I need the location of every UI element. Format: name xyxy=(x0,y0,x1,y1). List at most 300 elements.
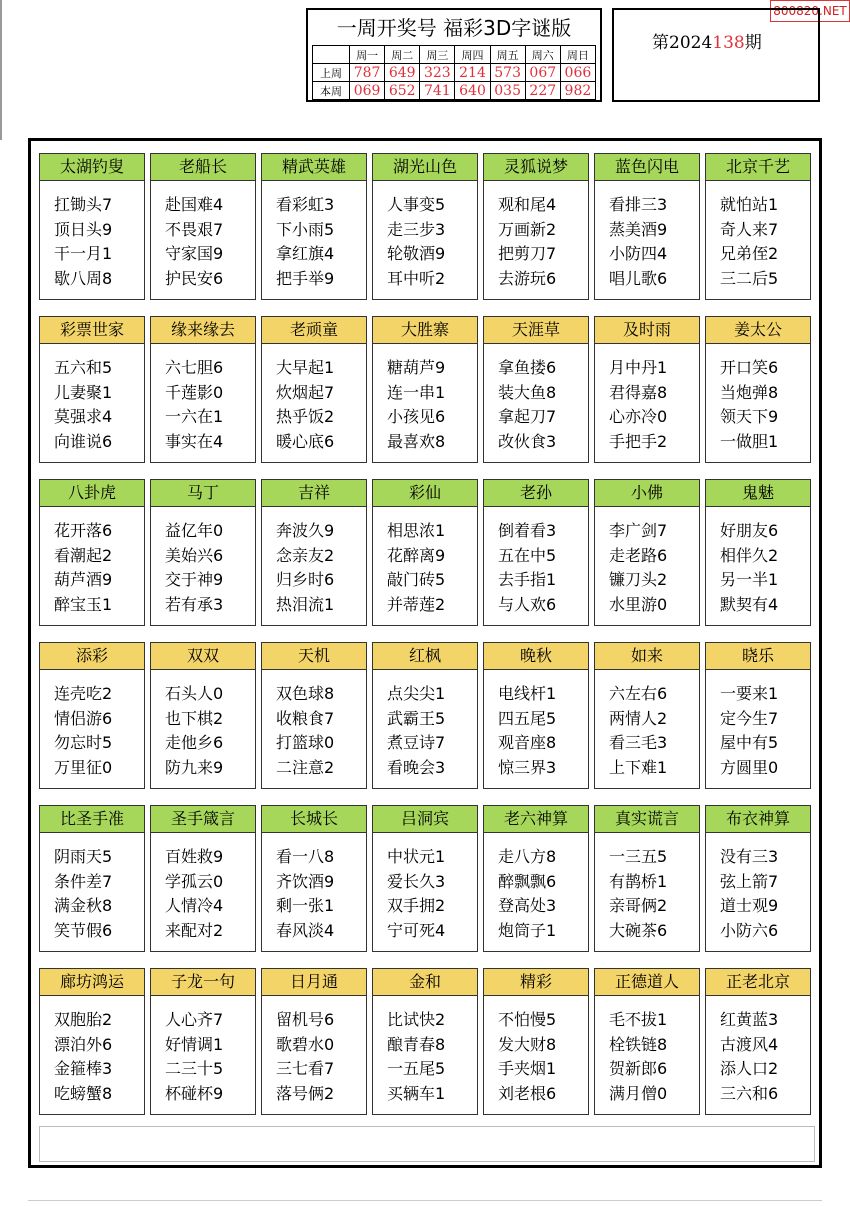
riddle-line: 好朋友6 xyxy=(720,521,779,540)
riddle-lines xyxy=(706,996,810,1106)
riddle-line: 防九来9 xyxy=(165,757,224,777)
riddle-line: 春风淡4 xyxy=(276,920,335,940)
riddle-line: 炮筒子1 xyxy=(498,920,557,940)
riddle-line: 杯碰杯9 xyxy=(165,1083,224,1103)
riddle-line: 看潮起2 xyxy=(54,545,113,565)
site-badge[interactable]: 800820.NET xyxy=(770,0,850,22)
riddle-card-title: 老六神算 xyxy=(484,806,588,833)
riddle-line: 定今生7 xyxy=(720,708,779,728)
riddle-line: 人心齐7 xyxy=(165,1010,224,1029)
riddle-line: 走八方8 xyxy=(498,847,557,866)
riddle-line: 双胞胎2 xyxy=(54,1010,113,1029)
riddle-card xyxy=(39,153,145,300)
riddle-line: 歇八周8 xyxy=(54,268,113,288)
riddle-line: 条件差7 xyxy=(54,871,113,891)
riddle-card xyxy=(372,968,478,1115)
weekday-cell: 周二 xyxy=(385,46,420,64)
riddle-line: 拿红旗4 xyxy=(276,244,335,263)
riddle-line: 念亲友2 xyxy=(276,545,335,565)
riddle-lines xyxy=(484,344,588,454)
riddle-lines xyxy=(373,833,477,943)
riddle-line: 一要来1 xyxy=(720,684,779,703)
riddle-line: 当炮弹8 xyxy=(720,382,779,402)
riddle-line: 李广剑7 xyxy=(609,521,668,540)
riddle-card-title: 红枫 xyxy=(373,643,477,670)
riddle-lines xyxy=(40,181,144,291)
riddle-line: 不怕慢5 xyxy=(498,1010,557,1029)
riddle-lines xyxy=(262,344,366,454)
riddle-card-title: 老船长 xyxy=(151,154,255,181)
riddle-lines xyxy=(706,670,810,780)
riddle-line: 手把手2 xyxy=(609,431,668,451)
riddle-card-title: 添彩 xyxy=(40,643,144,670)
riddle-line: 并蒂莲2 xyxy=(387,594,446,614)
draw-results-panel xyxy=(306,8,602,102)
riddle-card-title: 廊坊鸿运 xyxy=(40,969,144,996)
riddle-card-title: 灵狐说梦 xyxy=(484,154,588,181)
riddle-lines xyxy=(706,833,810,943)
draw-number: 573 xyxy=(490,64,525,82)
riddle-card xyxy=(372,153,478,300)
last-week-row xyxy=(313,64,596,82)
riddle-lines xyxy=(484,833,588,943)
riddle-line: 守家国9 xyxy=(165,244,224,263)
draw-number: 069 xyxy=(350,82,385,100)
riddle-card-title: 正德道人 xyxy=(595,969,699,996)
riddle-card-title: 天机 xyxy=(262,643,366,670)
riddle-card xyxy=(150,316,256,463)
riddle-line: 与人欢6 xyxy=(498,594,557,614)
riddle-card-title: 姜太公 xyxy=(706,317,810,344)
riddle-card-title: 小佛 xyxy=(595,480,699,507)
riddle-lines xyxy=(40,344,144,454)
riddle-line: 落号俩2 xyxy=(276,1083,335,1103)
riddle-line: 满月僧0 xyxy=(609,1083,668,1103)
riddle-line: 笑节假6 xyxy=(54,920,113,940)
riddle-line: 走他乡6 xyxy=(165,733,224,752)
riddle-lines xyxy=(484,507,588,617)
riddle-card-title: 日月通 xyxy=(262,969,366,996)
riddle-line: 把手举9 xyxy=(276,268,335,288)
riddle-card-title: 缘来缘去 xyxy=(151,317,255,344)
riddle-card xyxy=(483,153,589,300)
riddle-lines xyxy=(40,507,144,617)
draw-number: 214 xyxy=(455,64,490,82)
riddle-card xyxy=(705,968,811,1115)
riddle-line: 君得嘉8 xyxy=(609,382,668,402)
riddle-line: 另一半1 xyxy=(720,570,779,589)
riddle-grid xyxy=(39,153,815,1115)
riddle-line: 奇人来7 xyxy=(720,219,779,239)
riddle-lines xyxy=(373,670,477,780)
riddle-line: 奔波久9 xyxy=(276,521,335,540)
riddle-line: 热泪流1 xyxy=(276,594,335,614)
riddle-card xyxy=(261,805,367,952)
riddle-card-title: 晓乐 xyxy=(706,643,810,670)
left-edge-rule xyxy=(0,0,2,140)
riddle-card-title: 湖光山色 xyxy=(373,154,477,181)
riddle-lines xyxy=(595,833,699,943)
riddle-lines xyxy=(262,507,366,617)
draw-number: 982 xyxy=(560,82,595,100)
riddle-line: 点尖尖1 xyxy=(387,684,446,703)
riddle-card xyxy=(261,968,367,1115)
riddle-line: 小防四4 xyxy=(609,244,668,263)
riddle-line: 漂泊外6 xyxy=(54,1034,113,1054)
riddle-line: 不畏艰7 xyxy=(165,219,224,239)
riddle-card xyxy=(705,316,811,463)
issue-prefix: 第2024 xyxy=(652,33,713,53)
riddle-line: 花开落6 xyxy=(54,521,113,540)
riddle-line: 改伙食3 xyxy=(498,431,557,451)
riddle-line: 金箍棒3 xyxy=(54,1059,113,1078)
riddle-line: 勿忘时5 xyxy=(54,733,113,752)
riddle-line: 六左右6 xyxy=(609,684,668,703)
riddle-card xyxy=(594,968,700,1115)
riddle-line: 中状元1 xyxy=(387,847,446,866)
riddle-line: 小防六6 xyxy=(720,920,779,940)
riddle-line: 拿起刀7 xyxy=(498,407,557,426)
riddle-lines xyxy=(40,833,144,943)
riddle-card xyxy=(594,153,700,300)
riddle-card xyxy=(39,479,145,626)
riddle-line: 领天下9 xyxy=(720,407,779,426)
riddle-lines xyxy=(151,996,255,1106)
riddle-line: 一六在1 xyxy=(165,407,224,426)
bottom-rule xyxy=(28,1200,822,1201)
draw-number: 649 xyxy=(385,64,420,82)
riddle-card xyxy=(150,968,256,1115)
riddle-card-title: 吕洞宾 xyxy=(373,806,477,833)
riddle-lines xyxy=(595,507,699,617)
riddle-line: 武霸王5 xyxy=(387,708,446,728)
riddle-lines xyxy=(262,996,366,1106)
riddle-line: 百姓救9 xyxy=(165,847,224,866)
riddle-line: 走老路6 xyxy=(609,545,668,565)
riddle-line: 两情人2 xyxy=(609,708,668,728)
riddle-line: 拿鱼搂6 xyxy=(498,358,557,377)
riddle-line: 爱长久3 xyxy=(387,871,446,891)
riddle-line: 古渡风4 xyxy=(720,1034,779,1054)
riddle-line: 道士观9 xyxy=(720,896,779,915)
riddle-line: 炊烟起7 xyxy=(276,382,335,402)
riddle-card xyxy=(150,153,256,300)
riddle-line: 六七胆6 xyxy=(165,358,224,377)
riddle-line: 电线杆1 xyxy=(498,684,557,703)
riddle-lines xyxy=(373,344,477,454)
riddle-line: 轮敬酒9 xyxy=(387,244,446,263)
riddle-line: 交于神9 xyxy=(165,570,224,589)
riddle-lines xyxy=(706,181,810,291)
riddle-card-title: 布衣神算 xyxy=(706,806,810,833)
riddle-lines xyxy=(262,833,366,943)
riddle-card xyxy=(261,479,367,626)
riddle-line: 万画新2 xyxy=(498,219,557,239)
riddle-line: 耳中听2 xyxy=(387,268,446,288)
riddle-card-title: 北京千艺 xyxy=(706,154,810,181)
riddle-card-title: 正老北京 xyxy=(706,969,810,996)
riddle-line: 装大鱼8 xyxy=(498,382,557,402)
riddle-line: 剩一张1 xyxy=(276,896,335,915)
riddle-line: 热乎饭2 xyxy=(276,407,335,426)
weekday-cell: 周五 xyxy=(490,46,525,64)
riddle-line: 兄弟侄2 xyxy=(720,244,779,263)
riddle-line: 五六和5 xyxy=(54,358,113,377)
weekday-cell: 周一 xyxy=(350,46,385,64)
riddle-line: 四五尾5 xyxy=(498,708,557,728)
issue-panel xyxy=(612,8,820,102)
row-label: 上周 xyxy=(313,64,350,82)
riddle-line: 没有三3 xyxy=(720,847,779,866)
riddle-lines xyxy=(706,507,810,617)
riddle-card xyxy=(483,805,589,952)
riddle-line: 人事变5 xyxy=(387,195,446,214)
riddle-lines xyxy=(40,670,144,780)
riddle-line: 下小雨5 xyxy=(276,219,335,239)
riddle-lines xyxy=(484,670,588,780)
riddle-card-title: 太湖钓叟 xyxy=(40,154,144,181)
riddle-line: 莫强求4 xyxy=(54,407,113,426)
riddle-card-title: 天涯草 xyxy=(484,317,588,344)
riddle-line: 二三十5 xyxy=(165,1059,224,1078)
riddle-line: 扛锄头7 xyxy=(54,195,113,214)
riddle-card xyxy=(372,642,478,789)
corner-cell xyxy=(313,46,350,64)
riddle-line: 把剪刀7 xyxy=(498,244,557,263)
riddle-card xyxy=(483,642,589,789)
riddle-card xyxy=(705,479,811,626)
riddle-lines xyxy=(151,670,255,780)
riddle-line: 登高处3 xyxy=(498,896,557,915)
riddle-lines xyxy=(373,507,477,617)
riddle-card xyxy=(705,642,811,789)
riddle-line: 醉宝玉1 xyxy=(54,594,113,614)
riddle-line: 留机号6 xyxy=(276,1010,335,1029)
riddle-line: 看一八8 xyxy=(276,847,335,866)
draw-number: 741 xyxy=(420,82,455,100)
riddle-card-title: 精彩 xyxy=(484,969,588,996)
riddle-lines xyxy=(151,507,255,617)
riddle-card-title: 大胜寨 xyxy=(373,317,477,344)
riddle-card-title: 鬼魅 xyxy=(706,480,810,507)
riddle-line: 连壳吃2 xyxy=(54,684,113,703)
riddle-card xyxy=(483,316,589,463)
riddle-card xyxy=(39,316,145,463)
riddle-line: 比试快2 xyxy=(387,1010,446,1029)
riddle-card xyxy=(594,479,700,626)
riddle-line: 去手指1 xyxy=(498,570,557,589)
riddle-line: 相思浓1 xyxy=(387,521,446,540)
riddle-line: 去游玩6 xyxy=(498,268,557,288)
riddle-lines xyxy=(373,181,477,291)
riddle-card xyxy=(705,805,811,952)
riddle-line: 相伴久2 xyxy=(720,545,779,565)
riddle-line: 看三毛3 xyxy=(609,733,668,752)
riddle-line: 情侣游6 xyxy=(54,708,113,728)
riddle-line: 人情冷4 xyxy=(165,896,224,915)
riddle-line: 添人口2 xyxy=(720,1059,779,1078)
riddle-card-title: 如来 xyxy=(595,643,699,670)
riddle-line: 一三五5 xyxy=(609,847,668,866)
riddle-line: 好情调1 xyxy=(165,1034,224,1054)
riddle-line: 糖葫芦9 xyxy=(387,358,446,377)
riddle-line: 看晚会3 xyxy=(387,757,446,777)
riddle-line: 酿青春8 xyxy=(387,1034,446,1054)
riddle-card xyxy=(372,316,478,463)
issue-digits: 138 xyxy=(712,33,745,53)
riddle-card-title: 蓝色闪电 xyxy=(595,154,699,181)
riddle-line: 阴雨天5 xyxy=(54,847,113,866)
riddle-line: 事实在4 xyxy=(165,431,224,451)
riddle-card xyxy=(594,316,700,463)
issue-number xyxy=(652,28,762,53)
draw-number: 066 xyxy=(560,64,595,82)
riddle-lines xyxy=(595,996,699,1106)
riddle-line: 镰刀头2 xyxy=(609,570,668,589)
riddle-line: 亲哥俩2 xyxy=(609,896,668,915)
riddle-card-title: 双双 xyxy=(151,643,255,670)
riddle-lines xyxy=(40,996,144,1106)
riddle-card-title: 长城长 xyxy=(262,806,366,833)
riddle-line: 双手拥2 xyxy=(387,896,446,915)
riddle-line: 石头人0 xyxy=(165,684,224,703)
riddle-line: 水里游0 xyxy=(609,594,668,614)
riddle-card-title: 精武英雄 xyxy=(262,154,366,181)
riddle-line: 心亦冷0 xyxy=(609,407,668,426)
riddle-line: 开口笑6 xyxy=(720,358,779,377)
page-title: 一周开奖号 福彩3D字谜版 xyxy=(336,16,572,40)
riddle-line: 有鹊桥1 xyxy=(609,871,668,891)
riddle-line: 吃螃蟹8 xyxy=(54,1083,113,1103)
riddle-lines xyxy=(151,181,255,291)
riddle-line: 收粮食7 xyxy=(276,708,335,728)
riddle-card xyxy=(261,642,367,789)
riddle-line: 毛不拔1 xyxy=(609,1010,668,1029)
riddle-line: 双色球8 xyxy=(276,684,335,703)
riddle-card-title: 比圣手准 xyxy=(40,806,144,833)
riddle-card-title: 晚秋 xyxy=(484,643,588,670)
riddle-line: 小孩见6 xyxy=(387,407,446,426)
issue-suffix: 期 xyxy=(744,33,762,53)
row-label: 本周 xyxy=(313,82,350,100)
riddle-line: 干一月1 xyxy=(54,244,113,263)
riddle-line: 大碗茶6 xyxy=(609,920,668,940)
riddle-line: 醉飘飘6 xyxy=(498,871,557,891)
riddle-line: 一做胆1 xyxy=(720,431,779,451)
riddle-card xyxy=(372,479,478,626)
riddle-lines xyxy=(151,344,255,454)
riddle-line: 就怕站1 xyxy=(720,195,779,214)
riddle-card xyxy=(594,642,700,789)
riddle-line: 一五尾5 xyxy=(387,1059,446,1078)
riddle-line: 红黄蓝3 xyxy=(720,1010,779,1029)
riddle-lines xyxy=(706,344,810,454)
weekday-header-row xyxy=(313,46,596,64)
riddle-card-title: 老顽童 xyxy=(262,317,366,344)
riddle-line: 三二后5 xyxy=(720,268,779,288)
riddle-line: 贺新郎6 xyxy=(609,1059,668,1078)
draw-number: 067 xyxy=(525,64,560,82)
riddle-line: 向谁说6 xyxy=(54,431,113,451)
riddle-line: 煮豆诗7 xyxy=(387,733,446,752)
riddle-card xyxy=(483,479,589,626)
weekday-cell: 周三 xyxy=(420,46,455,64)
riddle-line: 看彩虹3 xyxy=(276,195,335,214)
riddle-line: 齐饮酒9 xyxy=(276,871,335,891)
riddle-line: 来配对2 xyxy=(165,920,224,940)
riddle-card xyxy=(39,642,145,789)
riddle-line: 儿妻聚1 xyxy=(54,382,113,402)
riddle-card-title: 八卦虎 xyxy=(40,480,144,507)
riddle-card-title: 子龙一句 xyxy=(151,969,255,996)
draw-number: 787 xyxy=(350,64,385,82)
riddle-line: 万里征0 xyxy=(54,757,113,777)
riddle-line: 最喜欢8 xyxy=(387,431,446,451)
riddle-line: 歌碧水0 xyxy=(276,1034,335,1054)
riddle-line: 若有承3 xyxy=(165,594,224,614)
riddle-card-title: 彩票世家 xyxy=(40,317,144,344)
riddle-line: 方圆里0 xyxy=(720,757,779,777)
riddle-card xyxy=(39,805,145,952)
riddle-line: 敲门砖5 xyxy=(387,570,446,589)
riddle-line: 也下棋2 xyxy=(165,708,224,728)
riddle-line: 看排三3 xyxy=(609,195,668,214)
riddle-line: 二注意2 xyxy=(276,757,335,777)
riddle-line: 走三步3 xyxy=(387,219,446,239)
weekday-cell: 周四 xyxy=(455,46,490,64)
riddle-board xyxy=(28,138,822,1168)
weekday-cell: 周日 xyxy=(560,46,595,64)
riddle-line: 屋中有5 xyxy=(720,733,779,752)
riddle-card xyxy=(261,153,367,300)
riddle-lines xyxy=(262,670,366,780)
riddle-line: 蒸美酒9 xyxy=(609,219,668,239)
riddle-line: 宁可死4 xyxy=(387,920,446,940)
riddle-lines xyxy=(262,181,366,291)
riddle-line: 美始兴6 xyxy=(165,545,224,565)
riddle-line: 观音座8 xyxy=(498,733,557,752)
riddle-lines xyxy=(595,344,699,454)
riddle-card-title: 金和 xyxy=(373,969,477,996)
riddle-line: 倒着看3 xyxy=(498,521,557,540)
draw-number: 323 xyxy=(420,64,455,82)
riddle-card xyxy=(705,153,811,300)
riddle-card-title: 马丁 xyxy=(151,480,255,507)
riddle-lines xyxy=(595,181,699,291)
riddle-card-title: 真实谎言 xyxy=(595,806,699,833)
riddle-lines xyxy=(151,833,255,943)
draw-number: 227 xyxy=(525,82,560,100)
riddle-card xyxy=(39,968,145,1115)
riddle-line: 花醉离9 xyxy=(387,545,446,565)
riddle-card xyxy=(261,316,367,463)
riddle-card xyxy=(483,968,589,1115)
footer-blank-row xyxy=(39,1126,815,1162)
riddle-line: 葫芦酒9 xyxy=(54,570,113,589)
riddle-lines xyxy=(373,996,477,1106)
riddle-line: 买辆车1 xyxy=(387,1083,446,1103)
riddle-line: 千莲影0 xyxy=(165,382,224,402)
riddle-line: 学孤云0 xyxy=(165,871,224,891)
riddle-line: 益亿年0 xyxy=(165,521,224,540)
riddle-line: 发大财8 xyxy=(498,1034,557,1054)
riddle-line: 连一串1 xyxy=(387,382,446,402)
riddle-card xyxy=(372,805,478,952)
riddle-line: 弦上箭7 xyxy=(720,871,779,891)
riddle-line: 三六和6 xyxy=(720,1083,779,1103)
riddle-line: 惊三界3 xyxy=(498,757,557,777)
riddle-lines xyxy=(595,670,699,780)
